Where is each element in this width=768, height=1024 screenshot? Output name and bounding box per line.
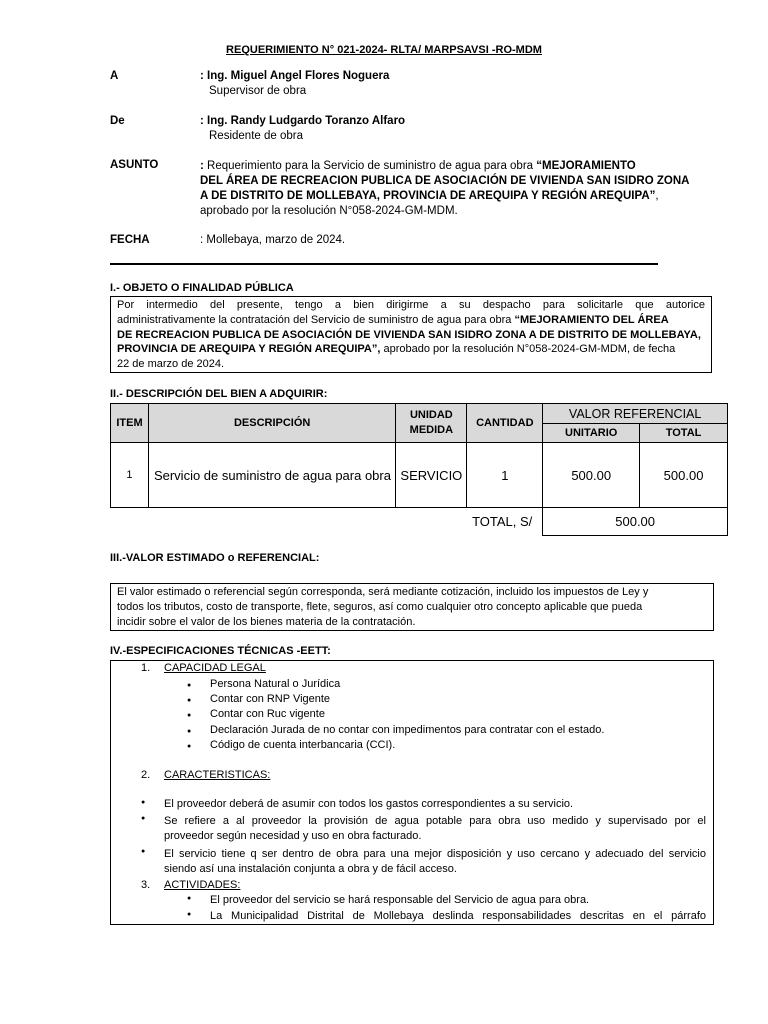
section3-line3: incidir sobre el valor de los bienes materia de la contratación.	[117, 616, 416, 628]
total-label: TOTAL, S/	[472, 514, 533, 530]
list-item: ● Contar con RNP Vigente	[210, 692, 690, 707]
section1-line2-bold: “MEJORAMIENTO DEL ÁREA	[514, 313, 669, 326]
capacity-title: CAPACIDAD LEGAL	[164, 662, 266, 674]
cell-total: 500.00	[640, 443, 728, 508]
characteristic-2	[164, 814, 706, 844]
section1-line3: DE RECREACION PUBLICA DE ASOCIACIÓN DE VIVIENDA SAN ISIDRO ZONA A DE DISTRITO DE MOLLEBAYA,	[117, 328, 701, 341]
section3-box	[110, 583, 714, 631]
cell-unit: SERVICIO	[396, 443, 467, 508]
list-item: ● Contar con Ruc vigente	[210, 707, 690, 722]
section4-title: IV.-ESPECIFICACIONES TÉCNICAS -EETT:	[110, 645, 331, 657]
cell-item: 1	[111, 443, 149, 508]
col-header-description: DESCRIPCIÓN	[148, 404, 395, 443]
section1-title: I.- OBJETO O FINALIDAD PÚBLICA	[110, 282, 294, 294]
date-value: : Mollebaya, marzo de 2024.	[200, 234, 346, 246]
from-label: De	[110, 115, 125, 127]
col-header-unit-price: UNITARIO	[543, 424, 640, 443]
to-label: A	[110, 70, 119, 82]
characteristic-3-line1: El servicio tiene q ser dentro de obra para una mejor disposición y uso cercano y adecuado del servicio	[164, 848, 706, 860]
col-header-unit-1: UNIDAD	[409, 409, 453, 421]
list-item: ● Persona Natural o Jurídica	[210, 677, 690, 692]
section3-line1: El valor estimado o referencial según corresponda, será mediante cotización, incluido los impuestos de Ley y	[117, 586, 649, 598]
section3-text	[117, 585, 707, 630]
characteristic-3	[164, 847, 706, 877]
total-value: 500.00	[543, 508, 728, 536]
characteristic-3-line2: siendo así una instalación conjunta a obra y de fácil acceso.	[164, 863, 457, 875]
capacity-number: 1.	[141, 662, 151, 674]
col-header-total: TOTAL	[640, 424, 728, 443]
section1-line4-bold: PROVINCIA DE AREQUIPA Y REGIÓN AREQUIPA”,	[117, 343, 381, 356]
list-item: ● Código de cuenta interbancaria (CCI).	[210, 738, 690, 753]
subject-project-3: A DE DISTRITO DE MOLLEBAYA, PROVINCIA DE AREQUIPA Y REGIÓN AREQUIPA”	[200, 190, 656, 202]
section1-line2-normal: administrativamente la contratación del Servicio de suministro de agua para obra	[117, 313, 515, 326]
subject-label: ASUNTO	[110, 159, 159, 171]
subject-comma: ,	[655, 190, 659, 202]
section1-line4	[117, 342, 705, 357]
section1-line5: 22 de marzo de 2024.	[117, 358, 225, 371]
subject-text	[200, 159, 689, 219]
section3-line2: todos los tributos, costo de transporte, flete, seguros, así como cualquier otro concepto aplicable que pueda	[117, 601, 643, 613]
to-name: : Ing. Miguel Angel Flores Noguera	[200, 70, 390, 82]
subject-approval: aprobado por la resolución N°058-2024-GM-MDM.	[200, 205, 458, 217]
header-divider	[110, 263, 658, 265]
activities-title: ACTIVIDADES:	[164, 879, 241, 891]
section1-box	[110, 296, 712, 373]
section1-text	[117, 298, 705, 372]
activities-number: 3.	[141, 879, 151, 891]
cell-description: Servicio de suministro de agua para obra	[148, 443, 395, 508]
bullet-icon: ●	[187, 911, 192, 918]
capacity-list	[210, 677, 690, 753]
requirements-table	[110, 403, 728, 536]
date-label: FECHA	[110, 234, 150, 246]
subject-project-1: “MEJORAMIENTO	[536, 160, 636, 172]
subject-prefix: :	[200, 160, 208, 172]
section1-line2	[117, 313, 705, 328]
characteristic-2-line1: Se refiere a al proveedor la provisión de agua potable para obra uso medido y supervisado por el	[164, 815, 706, 827]
cell-quantity: 1	[467, 443, 543, 508]
col-header-item: ITEM	[111, 404, 149, 443]
to-role: Supervisor de obra	[209, 85, 307, 97]
col-header-unit	[396, 404, 467, 443]
section1-line4-normal: aprobado por la resolución N°058-2024-GM-MDM, de fecha	[380, 343, 676, 356]
document-title: REQUERIMIENTO N° 021-2024- RLTA/ MARPSAVSI -RO-MDM	[226, 44, 542, 56]
bullet-icon: ●	[141, 799, 146, 806]
activity-1: El proveedor del servicio se hará responsable del Servicio de agua para obra.	[210, 894, 590, 906]
list-item: ● Declaración Jurada de no contar con impedimentos para contratar con el estado.	[210, 723, 690, 738]
characteristics-number: 2.	[141, 769, 151, 781]
bullet-icon: ●	[187, 895, 192, 902]
section1-line1: Por intermedio del presente, tengo a bien dirigirme a su despacho para solicitarle que autorice	[117, 299, 705, 311]
activity-2: La Municipalidad Distrital de Mollebaya deslinda responsabilidades descritas en el párrafo	[210, 910, 706, 922]
section4-box	[110, 660, 714, 925]
cell-unit-price: 500.00	[543, 443, 640, 508]
from-name: : Ing. Randy Ludgardo Toranzo Alfaro	[200, 115, 406, 127]
table-row	[111, 443, 728, 508]
col-header-quantity: CANTIDAD	[467, 404, 543, 443]
bullet-icon: ●	[141, 848, 146, 855]
section2-title: II.- DESCRIPCIÓN DEL BIEN A ADQUIRIR:	[110, 388, 328, 400]
col-header-reference-value: VALOR REFERENCIAL	[543, 404, 728, 424]
characteristics-title: CARACTERISTICAS:	[164, 769, 271, 781]
from-role: Residente de obra	[209, 130, 303, 142]
col-header-unit-2: MEDIDA	[409, 424, 454, 436]
subject-normal: Requerimiento para la Servicio de suministro de agua para obra	[207, 160, 537, 172]
section3-title: III.-VALOR ESTIMADO o REFERENCIAL:	[110, 552, 320, 564]
subject-project-2: DEL ÁREA DE RECREACION PUBLICA DE ASOCIACIÓN DE VIVIENDA SAN ISIDRO ZONA	[200, 175, 690, 187]
characteristic-1: El proveedor deberá de asumir con todos los gastos correspondientes a su servicio.	[164, 798, 574, 810]
characteristic-2-line2: proveedor según necesidad y uso en obra facturado.	[164, 830, 422, 842]
bullet-icon: ●	[141, 815, 146, 822]
